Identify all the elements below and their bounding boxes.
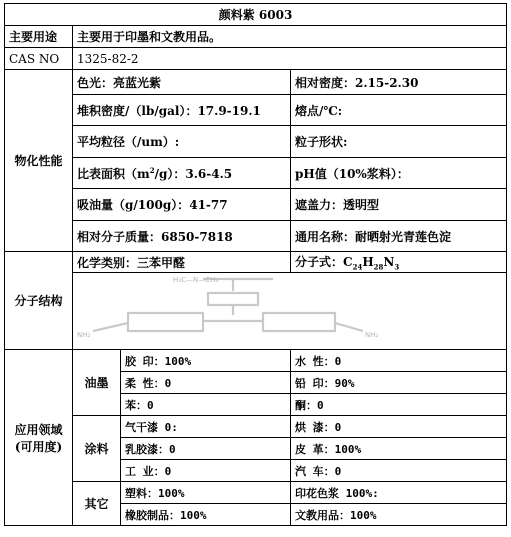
ink-cell-0-1: 水 性：0 (291, 350, 507, 372)
other-label: 其它 (73, 482, 121, 526)
ink-cell-2-0: 苯：0 (121, 394, 291, 416)
ink-cell-1-0: 柔 性：0 (121, 372, 291, 394)
formula-c-sub: 24 (352, 262, 363, 272)
coating-cell-1-0: 乳胶漆：0 (121, 438, 291, 460)
relative-density: 相对密度：2.15-2.30 (291, 70, 507, 95)
main-use-value: 主要用于印墨和文教用品。 (73, 26, 507, 48)
molecular-structure-label: 分子结构 (5, 252, 73, 350)
ink-label: 油墨 (73, 350, 121, 416)
coating-cell-0-1: 烘 漆：0 (291, 416, 507, 438)
molecular-formula (291, 252, 507, 273)
cas-value: 1325-82-2 (73, 48, 507, 70)
main-use-label: 主要用途 (5, 26, 73, 48)
hiding-power: 遮盖力：透明型 (291, 189, 507, 221)
top-amine-group: H₃C—N—CH₃ (173, 276, 219, 284)
application-label-line1: 应用领域 (14, 422, 63, 437)
left-amine-group: NH₂ (77, 331, 91, 339)
coating-cell-2-0: 工 业：0 (121, 460, 291, 482)
particle-shape: 粒子形状: (291, 126, 507, 158)
color-shade: 色光：亮蓝光紫 (73, 70, 291, 95)
molecular-weight: 相对分子质量：6850-7818 (73, 221, 291, 252)
surface-area-suffix: /g）：3.6-4.5 (154, 166, 233, 181)
other-cell-1-1: 文教用品：100% (291, 504, 507, 526)
surface-area-unit-exp: 2 (149, 165, 155, 175)
formula-c: C (343, 254, 353, 269)
formula-n-sub: 3 (394, 262, 400, 272)
physchem-label: 物化性能 (5, 70, 73, 252)
ink-cell-0-0: 胶 印：100% (121, 350, 291, 372)
formula-h-sub: 28 (373, 262, 384, 272)
other-cell-0-0: 塑料：100% (121, 482, 291, 504)
molecular-structure-diagram (73, 273, 507, 349)
oil-absorption: 吸油量（g/100g）：41-77 (73, 189, 291, 221)
surface-area (73, 158, 291, 189)
cas-label: CAS NO (5, 48, 73, 70)
coating-cell-1-1: 皮 革：100% (291, 438, 507, 460)
bulk-density: 堆积密度/（lb/gal）：17.9-19.1 (73, 95, 291, 126)
formula-h: H (362, 254, 374, 269)
pigment-spec-table (4, 3, 507, 526)
coating-label: 涂料 (73, 416, 121, 482)
right-amine-group: NH₂ (365, 331, 379, 339)
coating-cell-2-1: 汽 车：0 (291, 460, 507, 482)
formula-label: 分子式： (295, 254, 344, 269)
common-name: 通用名称：耐晒射光青莲色淀 (291, 221, 507, 252)
other-cell-1-0: 橡胶制品：100% (121, 504, 291, 526)
surface-area-unit: m (137, 166, 150, 181)
ink-cell-2-1: 酮：0 (291, 394, 507, 416)
surface-area-prefix: 比表面积（ (77, 166, 138, 181)
coating-cell-0-0: 气干漆 0: (121, 416, 291, 438)
title-cell: 颜料紫 6003 (5, 4, 507, 26)
melting-point: 熔点/℃: (291, 95, 507, 126)
application-label-line2: (可用度) (14, 439, 63, 454)
other-cell-0-1: 印花色浆 100%: (291, 482, 507, 504)
ph-value: pH值（10%浆料）： (291, 158, 507, 189)
avg-particle-size: 平均粒径（/um）: (73, 126, 291, 158)
formula-n: N (383, 254, 395, 269)
chemical-class: 化学类别：三苯甲醛 (73, 252, 291, 273)
structure-diagram-cell (73, 273, 507, 350)
ink-cell-1-1: 铅 印：90% (291, 372, 507, 394)
application-label (5, 350, 73, 526)
